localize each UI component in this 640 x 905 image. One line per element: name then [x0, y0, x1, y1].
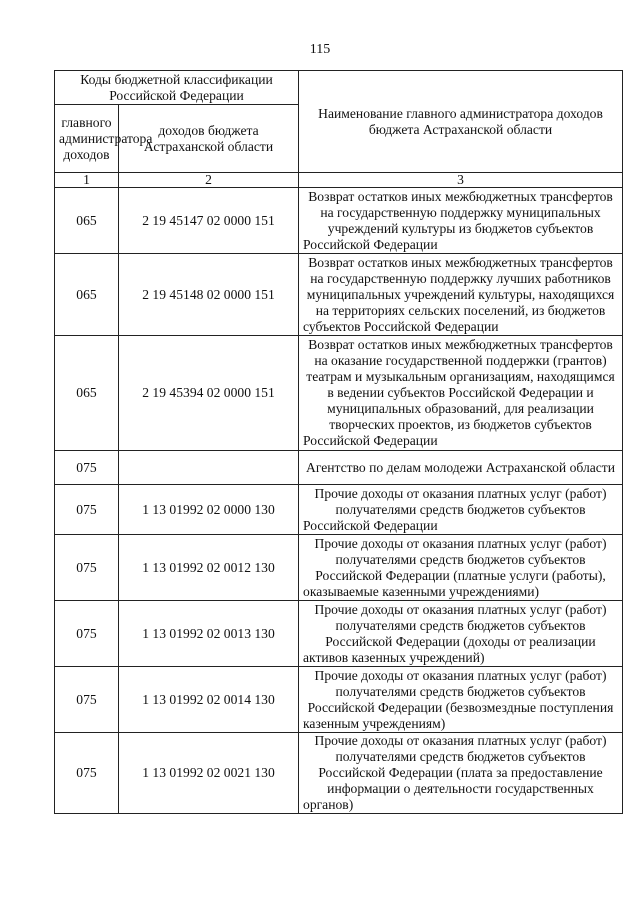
- page-number: 115: [309, 42, 331, 57]
- admin-code: 065: [55, 336, 119, 451]
- revenue-code: 1 13 01992 02 0012 130: [119, 535, 299, 601]
- header-administrator-name: Наименование главного администратора доходов бюджета Астраханской области: [299, 71, 623, 173]
- revenue-code: 1 13 01992 02 0013 130: [119, 601, 299, 667]
- revenue-code: 2 19 45148 02 0000 151: [119, 254, 299, 336]
- table-row: [55, 667, 623, 733]
- table-row: [55, 535, 623, 601]
- revenue-name: Прочие доходы от оказания платных услуг (работ) получателями средств бюджетов субъектов Российской Федерации (доходы от реализации активов казенных учреждений): [299, 601, 623, 667]
- revenue-name: Прочие доходы от оказания платных услуг (работ) получателями средств бюджетов субъектов Российской Федерации (платные услуги (работы), оказываемые казенными учреждениями): [299, 535, 623, 601]
- table-row: [55, 336, 623, 451]
- admin-code: 075: [55, 485, 119, 535]
- admin-code: 075: [55, 535, 119, 601]
- revenue-name: Прочие доходы от оказания платных услуг (работ) получателями средств бюджетов субъектов Российской Федерации: [299, 485, 623, 535]
- table-row: [55, 733, 623, 814]
- header-row-numbers: [55, 173, 623, 188]
- revenue-code: 2 19 45147 02 0000 151: [119, 188, 299, 254]
- revenue-name: Прочие доходы от оказания платных услуг (работ) получателями средств бюджетов субъектов Российской Федерации (плата за предоставление информации о деятельности государственных органов): [299, 733, 623, 814]
- column-number: 3: [299, 173, 623, 188]
- revenue-name: Возврат остатков иных межбюджетных трансфертов на государственную поддержку лучших работников муниципальных учреждений культуры, находящихся на территориях сельских поселений, из бюджетов субъектов Российской Федерации: [299, 254, 623, 336]
- agency-row: [55, 451, 623, 485]
- header-row-group: [55, 71, 623, 105]
- column-number: 2: [119, 173, 299, 188]
- revenue-name: Возврат остатков иных межбюджетных трансфертов на государственную поддержку муниципальных учреждений культуры из бюджетов субъектов Российской Федерации: [299, 188, 623, 254]
- revenue-code: 1 13 01992 02 0000 130: [119, 485, 299, 535]
- revenue-codes-table: [54, 70, 623, 814]
- revenue-code: 1 13 01992 02 0014 130: [119, 667, 299, 733]
- table-row: [55, 188, 623, 254]
- agency-name: Агентство по делам молодежи Астраханской области: [299, 451, 623, 485]
- header-chief-administrator: главного администратора доходов: [55, 105, 119, 173]
- header-regional-revenue: доходов бюджета Астраханской области: [119, 105, 299, 173]
- header-budget-codes: Коды бюджетной классификации Российской Федерации: [55, 71, 299, 105]
- table-row: [55, 601, 623, 667]
- revenue-name: Прочие доходы от оказания платных услуг (работ) получателями средств бюджетов субъектов Российской Федерации (безвозмездные поступления казенным учреждениям): [299, 667, 623, 733]
- admin-code: 065: [55, 188, 119, 254]
- admin-code: 065: [55, 254, 119, 336]
- admin-code: 075: [55, 451, 119, 485]
- column-number: 1: [55, 173, 119, 188]
- revenue-code: [119, 451, 299, 485]
- revenue-name: Возврат остатков иных межбюджетных трансфертов на оказание государственной поддержки (грантов) театрам и музыкальным организациям, находящимся в ведении субъектов Российской Федерации и муниципальных образований, для реализации творческих проектов, из бюджетов субъектов Российской Федерации: [299, 336, 623, 451]
- revenue-code: 2 19 45394 02 0000 151: [119, 336, 299, 451]
- admin-code: 075: [55, 667, 119, 733]
- table-row: [55, 485, 623, 535]
- table-row: [55, 254, 623, 336]
- revenue-code: 1 13 01992 02 0021 130: [119, 733, 299, 814]
- admin-code: 075: [55, 601, 119, 667]
- admin-code: 075: [55, 733, 119, 814]
